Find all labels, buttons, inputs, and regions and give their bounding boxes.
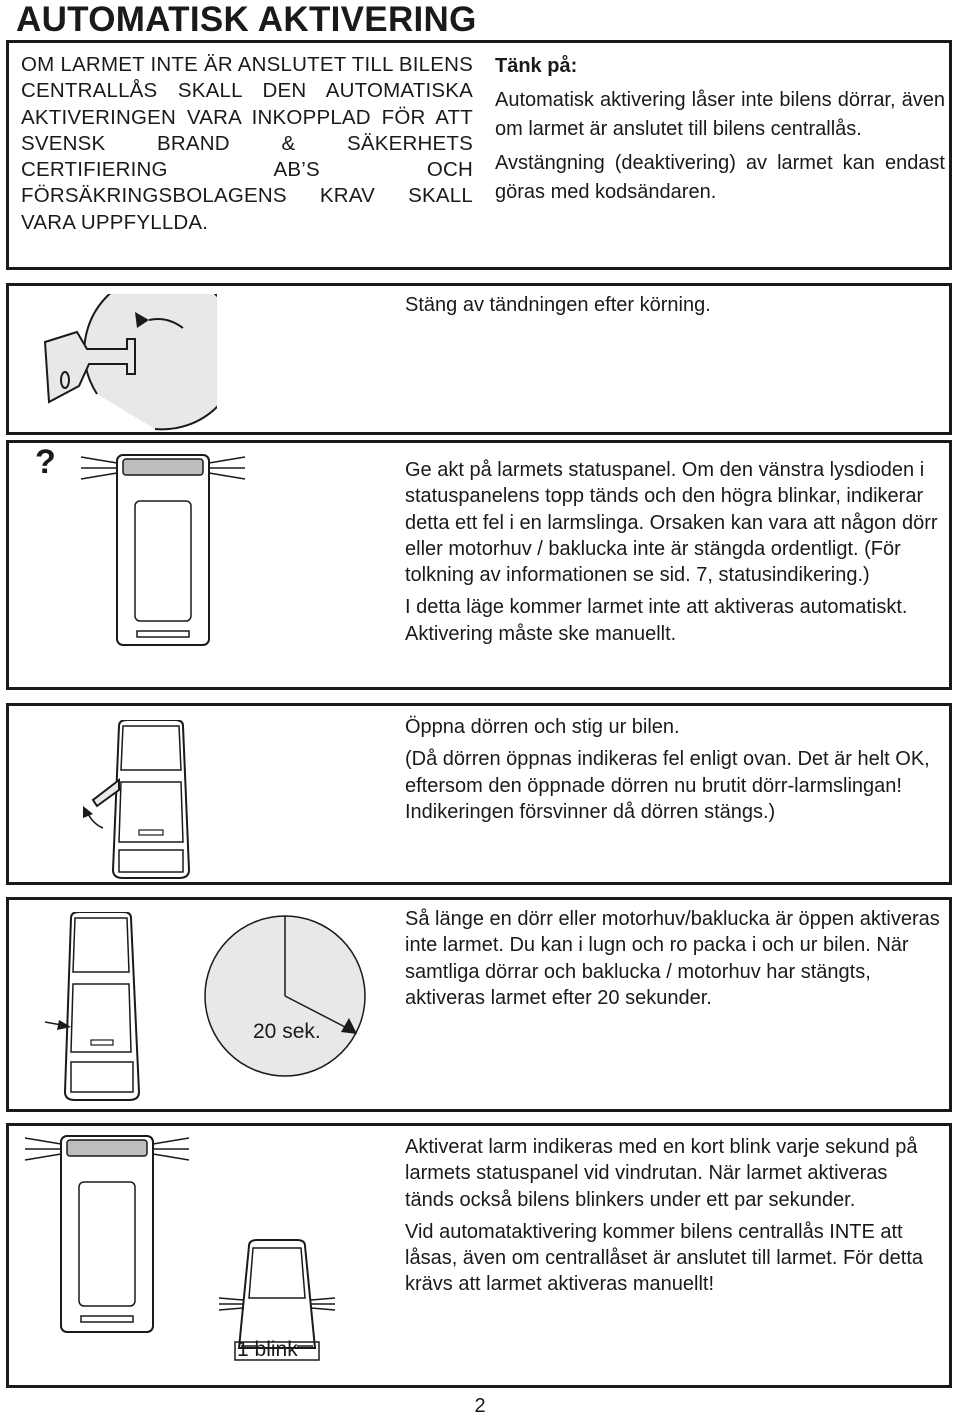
step-activated-text xyxy=(405,1134,941,1304)
timer-dial-icon xyxy=(199,910,369,1080)
car-open-door-icon xyxy=(79,720,209,880)
car-status-panel-icon xyxy=(77,451,257,656)
page-number: 2 xyxy=(474,1395,486,1417)
warning-text: OM LARMET INTE ÄR ANSLUTET TILL BILENS CENTRALLÅS SKALL DEN AUTOMATISKA AKTIVERINGEN VARA INKOPPLAD FÖR ATT SVENSK BRAND & SÄKERHETS CERTIFIERING AB’S OCH FÖRSÄKRINGSBOLAGENS KRAV SKALL VARA UPPFYLLDA. xyxy=(21,53,473,234)
note-panel xyxy=(495,52,945,212)
car-indicator-icon xyxy=(149,1238,389,1388)
step-activated-p2: Vid automataktivering kommer bilens centrallås INTE att låsas, även om centrallåset är anslutet till larmet. För detta krävs att larmet aktiveras manuellt! xyxy=(405,1220,924,1296)
step-ignition xyxy=(6,283,952,435)
step-open-door-p2: (Då dörren öppnas indikeras fel enligt ovan. Det är helt OK, eftersom den öppnade dörren nu brutit dörr-larmslingan! Indikeringen försvinner då dörren stängs.) xyxy=(405,748,930,823)
note-paragraph-1: Automatisk aktivering låser inte bilens dörrar, även om larmet är anslutet till bilens centrallås. xyxy=(495,89,945,140)
step-status-panel xyxy=(6,440,952,690)
step-timer-p1: Så länge en dörr eller motorhuv/baklucka är öppen aktiveras inte larmet. Du kan i lugn och ro packa i och ur bilen. När samtliga dörrar och baklucka / motorhuv har stängts, aktiveras larmet efter 20 sekunder. xyxy=(405,908,940,1009)
car-closed-icon xyxy=(35,912,155,1102)
ignition-key-icon xyxy=(37,294,217,434)
step-open-door xyxy=(6,703,952,885)
timer-label: 20 sek. xyxy=(253,1020,321,1043)
step-status-panel-text xyxy=(405,457,941,653)
step-timer-text xyxy=(405,906,941,1017)
note-heading: Tänk på: xyxy=(495,55,578,77)
step-activated xyxy=(6,1123,952,1388)
page-title: AUTOMATISK AKTIVERING xyxy=(16,0,477,39)
step-status-panel-p1: Ge akt på larmets statuspanel. Om den vänstra lysdioden i statuspanelens topp tänds och den högra blinkar, indikerar detta ett fel i en larmslinga. Orsaken kan vara att någon dörr eller motorhuv / baklucka inte är stängda ordentligt. (För tolkning av informationen se sid. 7, statusindikering.) xyxy=(405,459,938,587)
note-paragraph-2: Avstängning (deaktivering) av larmet kan endast göras med kodsändaren. xyxy=(495,152,945,203)
step-open-door-p1: Öppna dörren och stig ur bilen. xyxy=(405,716,680,738)
blink-label: 1 blink xyxy=(237,1338,298,1361)
step-ignition-p1: Stäng av tändningen efter körning. xyxy=(405,294,711,316)
step-open-door-text xyxy=(405,714,941,831)
question-mark: ? xyxy=(35,443,56,481)
step-timer xyxy=(6,897,952,1112)
step-activated-p1: Aktiverat larm indikeras med en kort blink varje sekund på larmets statuspanel vid vindrutan. När larmet aktiveras tänds också bilens blinkers under ett par sekunder. xyxy=(405,1136,918,1211)
step-status-panel-p2: I detta läge kommer larmet inte att aktiveras automatiskt. Aktivering måste ske manuellt. xyxy=(405,596,908,645)
step-ignition-text xyxy=(405,292,941,324)
warning-box xyxy=(6,40,952,270)
